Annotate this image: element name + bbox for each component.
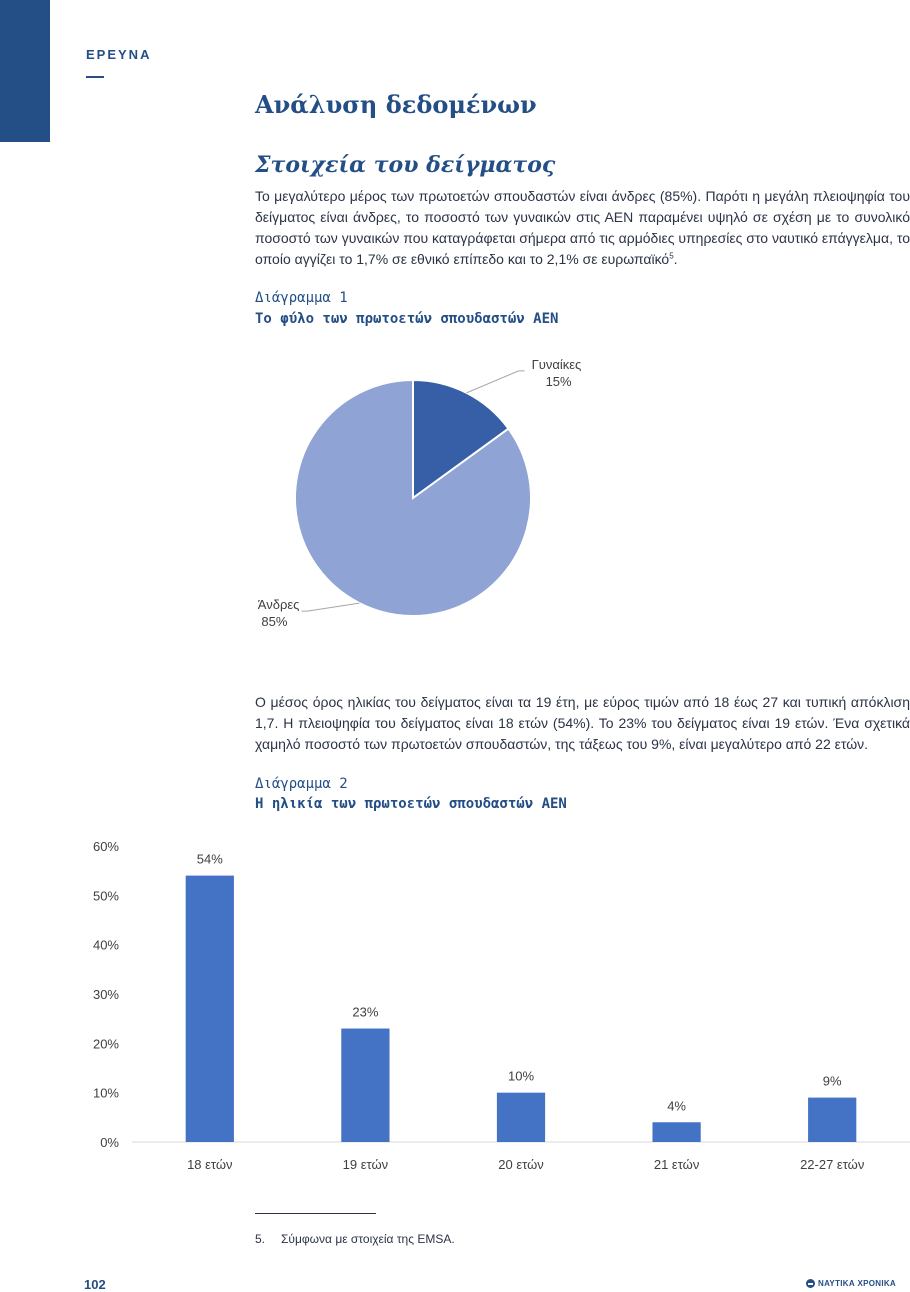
x-tick-label: 21 ετών: [653, 1157, 700, 1172]
footnote-text: Σύμφωνα με στοιχεία της EMSA.: [281, 1232, 455, 1246]
bar-data-label: 54%: [196, 851, 223, 867]
figure2-label: Διάγραμμα 2: [255, 776, 348, 792]
brand-name: ΝΑΥΤΙΚΑ ΧΡΟΝΙΚΑ: [818, 1279, 896, 1288]
figure2-title: Η ηλικία των πρωτοετών σπουδαστών ΑΕΝ: [255, 796, 567, 812]
publisher-brand: [806, 1279, 896, 1288]
figure1-label: Διάγραμμα 1: [255, 290, 348, 306]
pie-label-1: Άνδρες: [257, 597, 300, 613]
subheading: Στοιχεία του δείγματος: [255, 152, 556, 178]
intro-paragraph-text: Το μεγαλύτερο μέρος των πρωτοετών σπουδαστών είναι άνδρες (85%). Παρότι η μεγάλη πλειοψηφία του δείγματος είναι άνδρες, το ποσοστό των γυναικών στις ΑΕΝ παραμένει υψηλό σε σχέση με το συνολικό ποσοστό των γυναικών που καταγράφεται σήμερα από τις αρμόδιες υπηρεσίες στο ναυτικό επάγγελμα, το οποίο αγγίζει το 1,7% σε εθνικό επίπεδο και το 2,1% σε ευρωπαϊκό: [255, 188, 910, 267]
bar-0: [186, 876, 234, 1142]
page-heading: Ανάλυση δεδομένων: [255, 90, 537, 119]
bar-data-label: 4%: [667, 1098, 686, 1114]
footnote: [255, 1232, 455, 1246]
bar-data-label: 9%: [822, 1073, 842, 1089]
x-tick-label: 20 ετών: [498, 1157, 544, 1172]
pie-label-0: Γυναίκες: [531, 356, 582, 372]
footnote-number: 5.: [255, 1232, 266, 1246]
age-bar-chart: [80, 830, 910, 1180]
footnote-reference[interactable]: 5: [669, 251, 674, 261]
figure1-title: Το φύλο των πρωτοετών σπουδαστών ΑΕΝ: [255, 311, 559, 327]
pie-leader-line-0: [467, 371, 525, 393]
pie-leader-line-1: [301, 603, 359, 611]
section-label: ΕΡΕΥΝΑ: [86, 47, 152, 62]
y-tick-label: 60%: [92, 839, 119, 854]
x-tick-label: 18 ετών: [187, 1157, 233, 1172]
gender-pie-chart: [250, 350, 610, 640]
pie-value-label-1: 85%: [261, 614, 288, 630]
y-tick-label: 50%: [92, 888, 119, 904]
bar-4: [808, 1098, 856, 1142]
y-tick-label: 10%: [92, 1085, 119, 1101]
corner-color-block: [0, 0, 50, 142]
bar-1: [341, 1029, 389, 1142]
y-tick-label: 0%: [100, 1135, 119, 1150]
section-underline: [86, 76, 104, 78]
bar-3: [652, 1122, 700, 1142]
pie-value-label-0: 15%: [545, 373, 572, 389]
age-paragraph: Ο μέσος όρος ηλικίας του δείγματος είναι τα 19 έτη, με εύρος τιμών από 18 έως 27 και τυπική απόκλιση 1,7. Η πλειοψηφία του δείγματος είναι 18 ετών (54%). Το 23% του δείγματος είναι 19 ετών. Ένα σχετικά χαμηλό ποσοστό των πρωτοετών σπουδαστών, της τάξεως του 9%, είναι μεγαλύτερο από 22 ετών.: [255, 694, 910, 752]
bar-data-label: 23%: [352, 1004, 379, 1020]
page-number: 102: [84, 1277, 106, 1292]
y-tick-label: 30%: [92, 987, 119, 1002]
intro-paragraph-end: .: [673, 251, 678, 267]
brand-logo-icon: [806, 1279, 815, 1288]
x-tick-label: 22-27 ετών: [800, 1157, 865, 1172]
y-tick-label: 40%: [92, 937, 119, 953]
x-tick-label: 19 ετών: [342, 1157, 389, 1172]
y-tick-label: 20%: [92, 1036, 119, 1052]
footnote-divider: [255, 1213, 376, 1214]
intro-paragraph: [255, 186, 910, 270]
bar-2: [497, 1093, 545, 1142]
bar-data-label: 10%: [507, 1068, 535, 1084]
